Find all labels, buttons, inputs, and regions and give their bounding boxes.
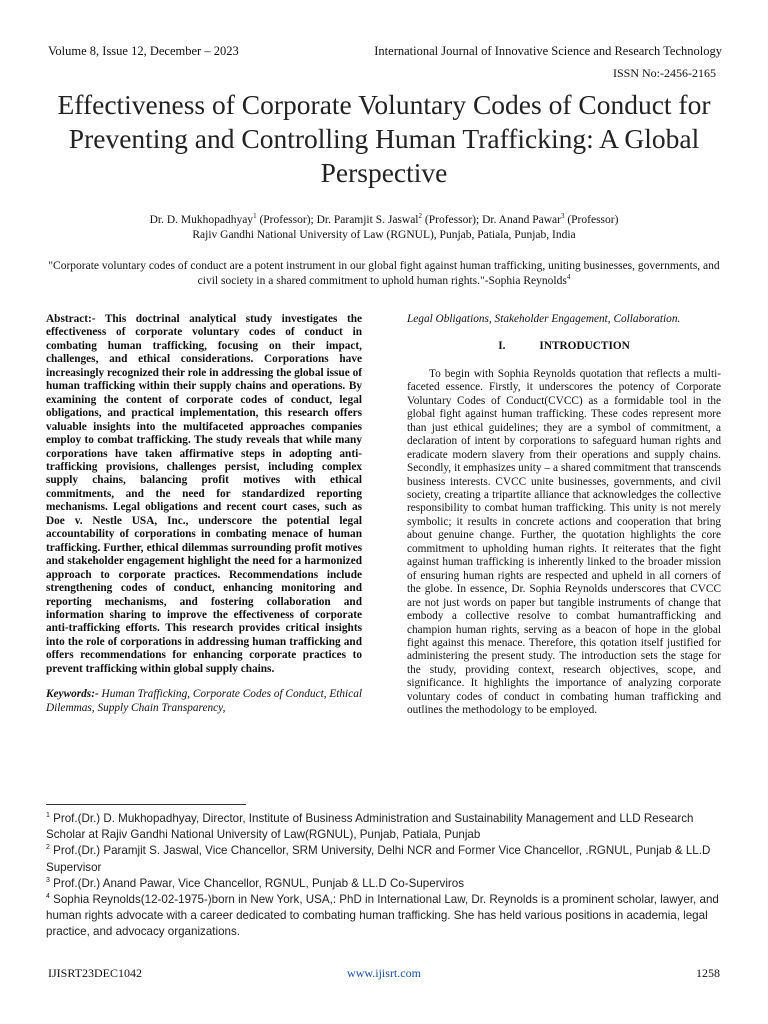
page-number: 1258 xyxy=(696,966,720,980)
section-title: INTRODUCTION xyxy=(539,340,630,353)
author-role: (Professor) xyxy=(564,214,619,226)
epigraph-quote xyxy=(40,259,728,289)
volume-issue: Volume 8, Issue 12, December – 2023 xyxy=(48,44,239,58)
keywords-label: Keywords:- xyxy=(46,688,99,701)
paper-code: IJISRT23DEC1042 xyxy=(48,966,142,980)
author-block xyxy=(40,213,728,243)
footnote-text: Prof.(Dr.) Paramjit S. Jaswal, Vice Chancellor, SRM University, Delhi NCR and Former Vice Chancellor, .RGNUL, Punjab & LL.D Supervisor xyxy=(46,844,711,874)
author-list xyxy=(40,213,728,228)
footnote xyxy=(46,811,722,843)
section-heading xyxy=(407,340,721,353)
keywords xyxy=(46,688,362,715)
author-name: Dr. D. Mukhopadhyay xyxy=(149,214,254,226)
footnotes xyxy=(46,811,722,941)
footnote-text: Prof.(Dr.) D. Mukhopadhyay, Director, Institute of Business Administration and Sustainability Management and LLD Research Scholar at Rajiv Gandhi National University of Law(RGNUL), Punjab, Patiala, Punjab xyxy=(46,812,694,842)
footnote-divider xyxy=(46,804,246,805)
author-role: (Professor); xyxy=(256,214,317,226)
footnote xyxy=(46,876,722,892)
footnote xyxy=(46,892,722,941)
keywords-continuation: Legal Obligations, Stakeholder Engagement, Collaboration. xyxy=(407,313,681,325)
abstract: Abstract:- This doctrinal analytical study investigates the effectiveness of corporate voluntary codes of conduct in combating human trafficking, focusing on their impact, challenges, and ethical considerations. Corporations have increasingly recognized their role in addressing the global issue of human trafficking within their supply chains and operations. By examining the content of corporate codes of conduct, legal obligations, and practical implementation, this research offers valuable insights into the multifaceted approaches companies employ to combat trafficking. The study reveals that while many corporations have taken affirmative steps in adopting anti-trafficking provisions, challenges persist, including complex supply chains, balancing profit motives with ethical commitments, and the need for standardized reporting mechanisms. Legal obligations and recent court cases, such as Doe v. Nestle USA, Inc., underscore the potential legal accountability of corporations in combating menace of human trafficking. Further, ethical dilemmas surrounding profit motives and stakeholder engagement highlight the need for a harmonized approach to corporate practices. Recommendations include strengthening codes of conduct, enhancing monitoring and reporting mechanisms, and fostering collaboration and information sharing to improve the effectiveness of corporate anti-trafficking efforts. This research provides critical insights into the role of corporations in addressing human trafficking and offers recommendations for enhancing corporate practices to prevent trafficking within global supply chains. xyxy=(46,313,362,675)
author-name: Dr. Paramjit S. Jaswal xyxy=(316,214,419,226)
quote-text: "Corporate voluntary codes of conduct are a potent instrument in our global fight against human trafficking, uniting businesses, governments, and civil society in a shared commitment to uphold human rights."-Sophia Reynolds xyxy=(48,260,720,287)
introduction-paragraph: To begin with Sophia Reynolds quotation that reflects a multi-faceted essence. Firstly, it underscores the potency of Corporate Voluntary Codes of Conduct(CVCC) as a formidable tool in the global fight against human trafficking. These codes represent more than just ethical guidelines; they are a symbol of commitment, a declaration of intent by corporations to safeguard human rights and eradicate modern slavery from their operations and supply chains. Secondly, it emphasizes unity – a shared commitment that transcends business interests. CVCC unite businesses, governments, and civil society, creating a tripartite alliance that acknowledges the collective responsibility to combat human trafficking. This unity is not merely symbolic; it results in concrete actions and cooperation that bring about genuine change. Further, the quotation highlights the core commitment to upholding human rights. It reiterates that the fight against human trafficking is inherently linked to the broader mission of ensuring human rights are respected and upheld in all corners of the globe. In essence, Dr. Sophia Reynolds underscores that CVCC are not just words on paper but tangible instruments of change that embody a collective resolve to combat humantrafficking and champion human rights, serving as a beacon of hope in the global fight against this menace. Therefore, this qotation itself justified for administering the present study. The introduction sets the stage for the study, providing context, research objectives, scope, and significance. It highlights the importance of analyzing corporate voluntary codes of conduct in combating human trafficking and outlines the methodology to be employed. xyxy=(407,367,721,717)
affiliation: Rajiv Gandhi National University of Law (RGNUL), Punjab, Patiala, Punjab, India xyxy=(192,229,576,241)
right-column xyxy=(407,313,721,718)
paper-title: Effectiveness of Corporate Voluntary Codes of Conduct for Preventing and Controlling Human Trafficking: A Global Perspective xyxy=(57,89,711,188)
section-number: I. xyxy=(498,340,506,353)
footnote-mark: 4 xyxy=(46,893,50,901)
footnote-mark: 1 xyxy=(253,212,257,221)
footnote-mark: 3 xyxy=(46,876,50,884)
left-column xyxy=(46,313,362,715)
keywords-text: Human Trafficking, Corporate Codes of Conduct, Ethical Dilemmas, Supply Chain Transparency, xyxy=(46,688,362,714)
journal-url-link[interactable]: www.ijisrt.com xyxy=(347,966,421,980)
author-name: Dr. Anand Pawar xyxy=(482,214,561,226)
footnote-text: Prof.(Dr.) Anand Pawar, Vice Chancellor, RGNUL, Punjab & LL.D Co-Superviros xyxy=(49,876,465,890)
footnote-text: Sophia Reynolds(12-02-1975-)born in New York, USA,: PhD in International Law, Dr. Reynolds is a prominent scholar, lawyer, and human rights advocate with a career dedicated to combating human trafficking. She has held various positions in academia, legal practice, and advocacy organizations. xyxy=(46,893,719,939)
footnote-mark: 1 xyxy=(46,812,50,820)
author-role: (Professor); xyxy=(422,214,483,226)
footnote-mark: 2 xyxy=(418,212,423,221)
footnote xyxy=(46,843,722,875)
footnote-mark: 3 xyxy=(560,212,565,221)
issn: ISSN No:-2456-2165 xyxy=(612,66,716,80)
journal-name: International Journal of Innovative Science and Research Technology xyxy=(374,44,722,58)
footnote-mark: 2 xyxy=(46,844,50,852)
footnote-mark: 4 xyxy=(566,273,571,282)
